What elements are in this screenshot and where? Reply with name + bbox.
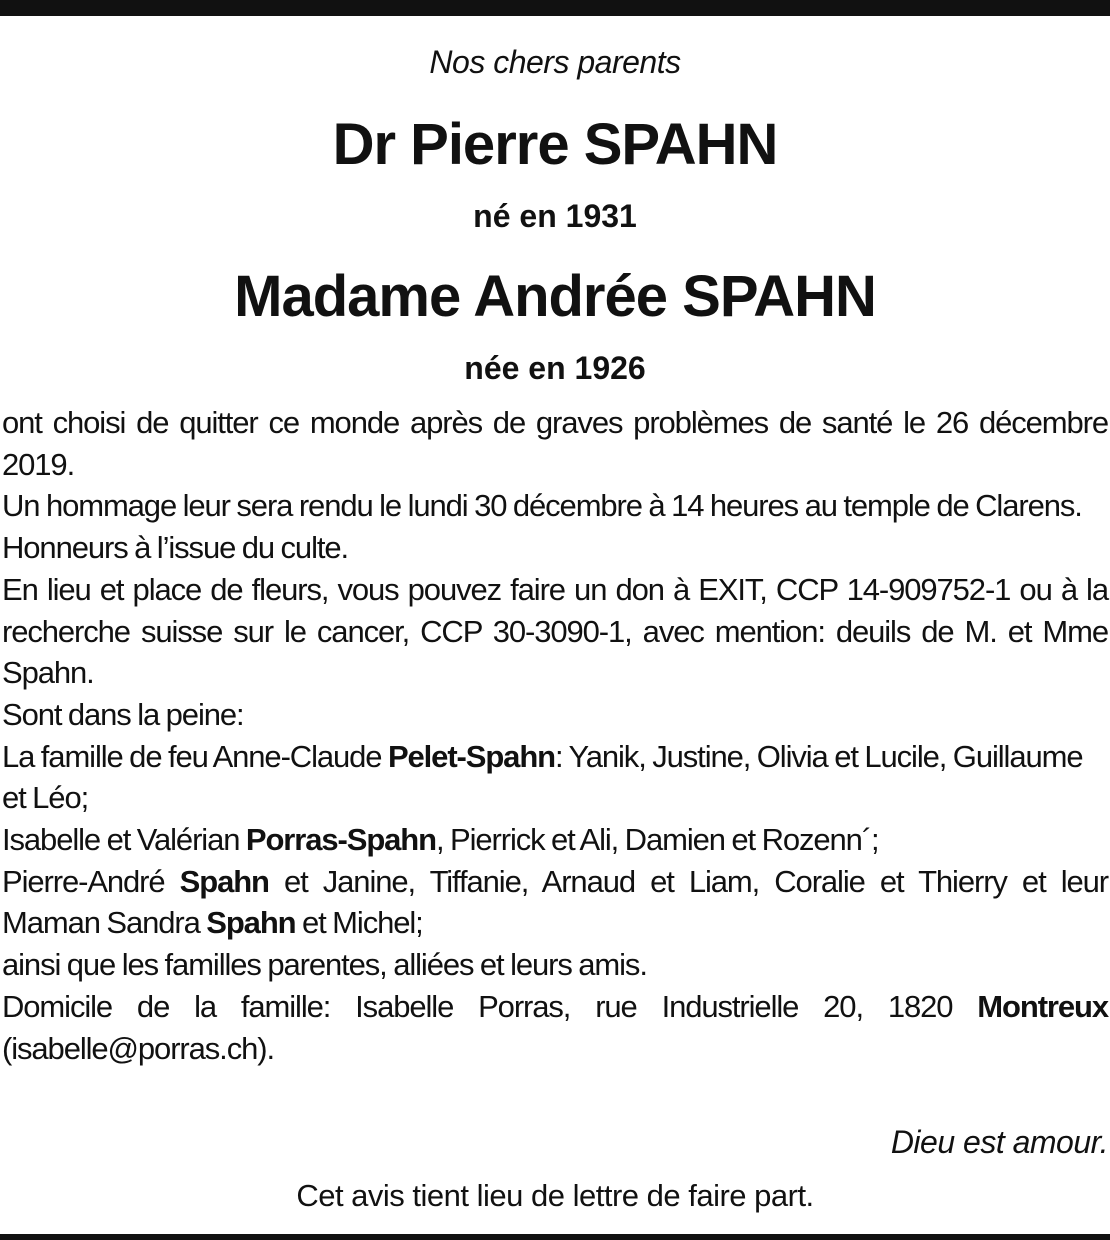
family-line-2	[2, 819, 1108, 861]
family-3-members: et Janine, Tiffanie, Arnaud et Liam, Coralie et Thierry et leur Maman Sandra	[2, 863, 1108, 941]
family-2-surname: Porras-Spahn	[245, 822, 436, 858]
domicile-address: Domicile de la famille: Isabelle Porras, rue Industrielle 20, 1820	[2, 988, 978, 1024]
domicile-city: Montreux	[977, 988, 1108, 1024]
family-3-suffix: et Michel;	[295, 905, 423, 941]
deceased-name-1: Dr Pierre SPAHN	[332, 112, 778, 177]
family-3-prefix: Pierre-André	[2, 863, 180, 899]
top-border-rule	[0, 0, 1110, 16]
bottom-border-rule	[0, 1234, 1110, 1240]
family-1-surname: Pelet-Spahn	[387, 738, 555, 774]
relatives-paragraph: ainsi que les familles parentes, alliées et leurs amis.	[2, 947, 647, 983]
ceremony-paragraph: Un hommage leur sera rendu le lundi 30 décembre à 14 heures au temple de Clarens.	[2, 488, 1082, 524]
announcement-paragraph: ont choisi de quitter ce monde après de graves problèmes de santé le 26 décembre 2019.	[2, 405, 1108, 482]
notice-footer: Cet avis tient lieu de lettre de faire part.	[296, 1178, 814, 1213]
family-2-members: , Pierrick et Ali, Damien et Rozenn´;	[435, 822, 879, 858]
mourners-heading: Sont dans la peine:	[2, 696, 244, 732]
family-3-surname-2: Spahn	[206, 905, 296, 941]
family-1-members: : Yanik, Justine, Olivia et Lucile, Guillaume et Léo;	[2, 738, 1083, 816]
family-line-1	[2, 736, 1108, 819]
honours-paragraph: Honneurs à l’issue du culte.	[2, 530, 349, 566]
birth-year-1: né en 1931	[473, 198, 637, 234]
family-1-prefix: La famille de feu Anne-Claude	[2, 738, 388, 774]
deceased-name-2: Madame Andrée SPAHN	[234, 264, 876, 329]
family-2-prefix: Isabelle et Valérian	[2, 822, 246, 858]
closing-phrase: Dieu est amour.	[890, 1124, 1108, 1160]
family-3-surname: Spahn	[179, 863, 269, 899]
family-line-3	[2, 861, 1108, 944]
birth-year-2: née en 1926	[464, 350, 646, 386]
domicile-paragraph	[2, 986, 1108, 1069]
intro-line: Nos chers parents	[429, 44, 681, 80]
notice-body	[2, 402, 1108, 1069]
domicile-email: (isabelle@porras.ch).	[2, 1030, 274, 1066]
donation-paragraph: En lieu et place de fleurs, vous pouvez faire un don à EXIT, CCP 14-909752-1 ou à la recherche suisse sur le cancer, CCP 30-3090-1, avec mention: deuils de M. et Mme Spahn.	[2, 571, 1108, 691]
